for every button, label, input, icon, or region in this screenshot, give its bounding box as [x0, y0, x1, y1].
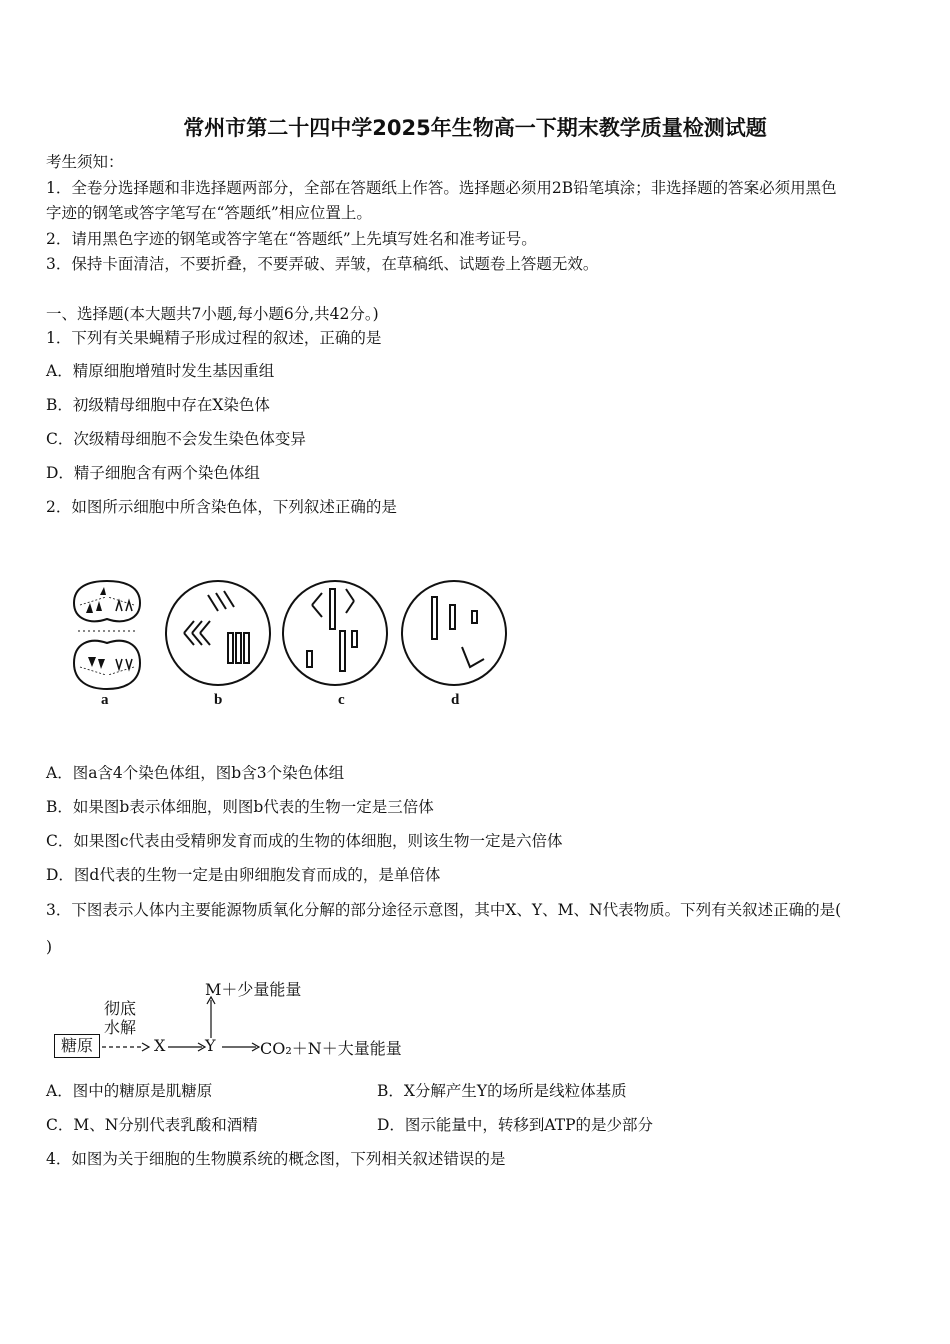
- hydrolysis-label-bottom: 水解: [104, 1018, 137, 1037]
- question-3-stem-end: ): [46, 938, 53, 956]
- notice-heading: 考生须知：: [46, 153, 124, 171]
- glycogen-box: 糖原: [54, 1034, 100, 1058]
- branch-m-energy: M＋少量能量: [205, 980, 302, 999]
- substance-y: Y: [205, 1036, 216, 1055]
- q3-option-d: D．图示能量中，转移到ATP的是少部分: [377, 1116, 654, 1134]
- product-co2-n-energy: CO₂＋N＋大量能量: [260, 1039, 402, 1058]
- figure-label-c: c: [338, 692, 345, 708]
- substance-x: X: [154, 1036, 166, 1055]
- notice-item: 字迹的钢笔或答字笔写在“答题纸”相应位置上。: [46, 204, 372, 222]
- figure-label-d: d: [451, 692, 460, 708]
- q1-option-a: A．精原细胞增殖时发生基因重组: [46, 362, 275, 380]
- q1-option-b: B．初级精母细胞中存在X染色体: [46, 396, 270, 414]
- question-3-stem: 3．下图表示人体内主要能源物质氧化分解的部分途径示意图，其中X、Y、M、N代表物质。下列有关叙述正确的是(: [46, 901, 842, 919]
- question-1-stem: 1．下列有关果蝇精子形成过程的叙述，正确的是: [46, 329, 382, 347]
- question-2-stem: 2．如图所示细胞中所含染色体，下列叙述正确的是: [46, 498, 397, 516]
- q3-option-c: C．M、N分别代表乳酸和酒精: [46, 1116, 258, 1134]
- q3-option-b: B．X分解产生Y的场所是线粒体基质: [377, 1082, 627, 1100]
- q1-option-d: D．精子细胞含有两个染色体组: [46, 464, 260, 482]
- notice-item: 3．保持卡面清洁，不要折叠，不要弄破、弄皱，在草稿纸、试题卷上答题无效。: [46, 255, 599, 273]
- q2-option-d: D．图d代表的生物一定是由卵细胞发育而成的，是单倍体: [46, 866, 441, 884]
- q1-option-c: C．次级精母细胞不会发生染色体变异: [46, 430, 306, 448]
- q3-option-a: A．图中的糖原是肌糖原: [46, 1082, 213, 1100]
- notice-item: 1．全卷分选择题和非选择题两部分，全部在答题纸上作答。选择题必须用2B铅笔填涂；非选择题的答案必须用黑色: [46, 179, 837, 197]
- q2-option-b: B．如果图b表示体细胞，则图b代表的生物一定是三倍体: [46, 798, 434, 816]
- hydrolysis-label-top: 彻底: [104, 999, 137, 1018]
- cell-c: [283, 581, 387, 685]
- figure-label-b: b: [214, 692, 223, 708]
- notice-item: 2．请用黑色字迹的钢笔或答字笔在“答题纸”上先填写姓名和准考证号。: [46, 230, 537, 248]
- q2-option-a: A．图a含4个染色体组，图b含3个染色体组: [46, 764, 345, 782]
- section-heading: 一、选择题(本大题共7小题,每小题6分,共42分。): [46, 305, 379, 323]
- cell-b: [166, 581, 270, 685]
- question-4-stem: 4．如图为关于细胞的生物膜系统的概念图，下列相关叙述错误的是: [46, 1150, 506, 1168]
- cell-d: [402, 581, 506, 685]
- pathway-arrows: [98, 990, 268, 1060]
- q2-option-c: C．如果图c代表由受精卵发育而成的生物的体细胞，则该生物一定是六倍体: [46, 832, 563, 850]
- page-title: 常州市第二十四中学2025年生物高一下期末教学质量检测试题: [183, 116, 767, 140]
- figure-label-a: a: [101, 692, 109, 708]
- cell-a: [74, 581, 140, 689]
